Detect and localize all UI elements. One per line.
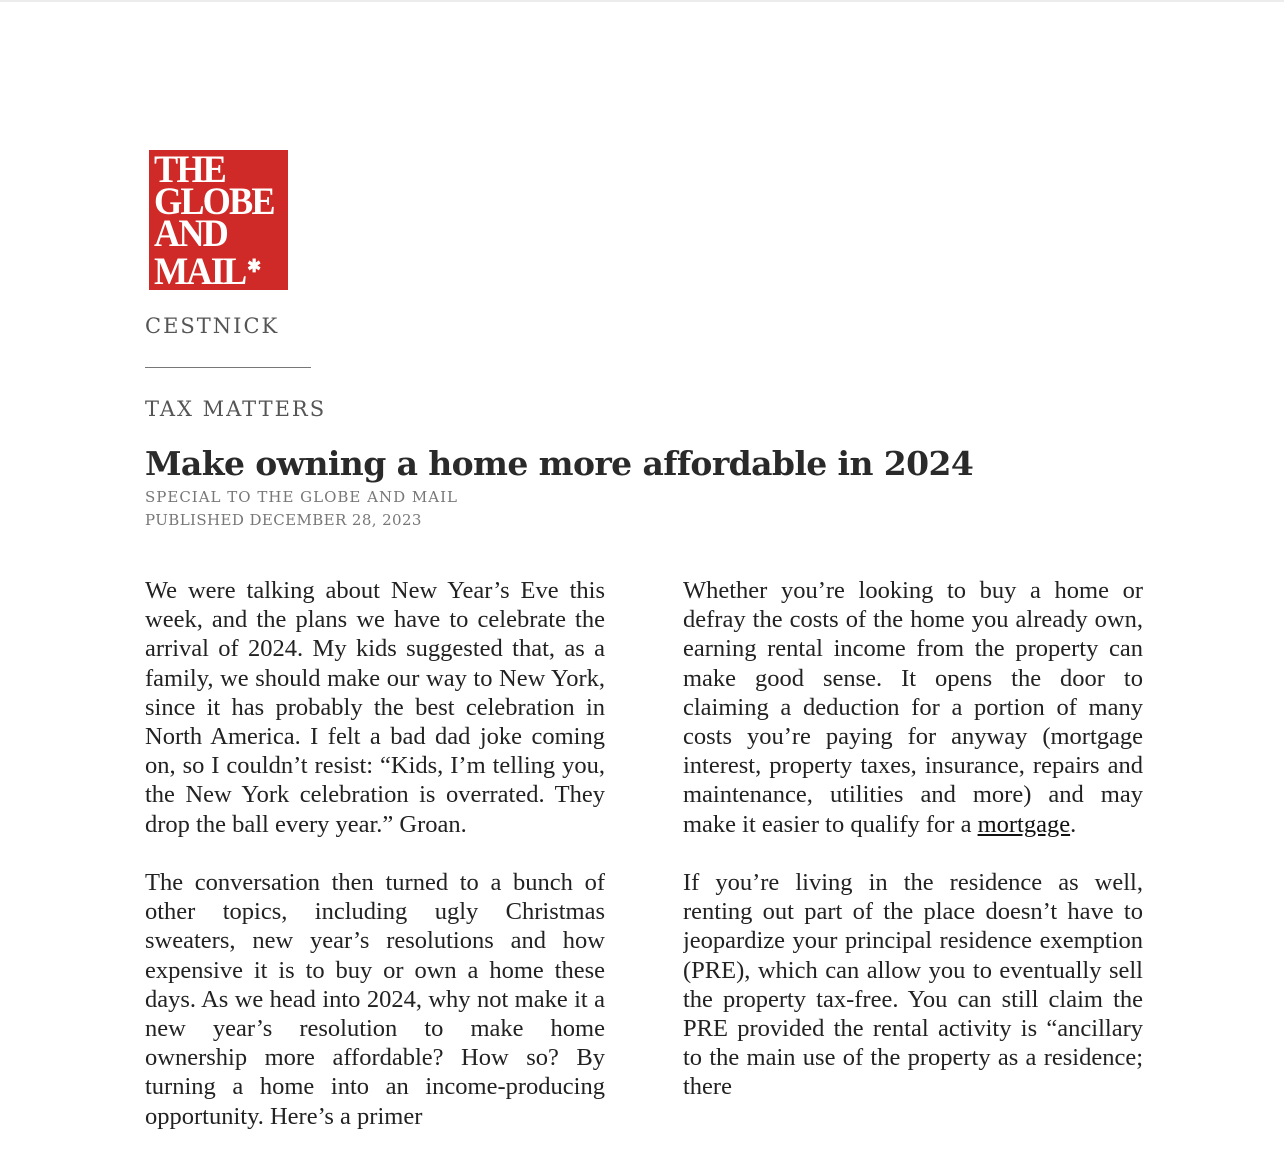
paragraph-text: . bbox=[1070, 810, 1077, 838]
published-date: PUBLISHED DECEMBER 28, 2023 bbox=[145, 511, 422, 529]
mortgage-link[interactable]: mortgage bbox=[977, 810, 1071, 838]
article-column-left bbox=[145, 576, 605, 1152]
logo-line: AND bbox=[154, 212, 228, 255]
article-column-right bbox=[683, 576, 1143, 1152]
logo-line: GLOBE bbox=[154, 180, 274, 223]
column-name[interactable]: CESTNICK bbox=[145, 314, 280, 338]
divider bbox=[145, 367, 311, 368]
top-border bbox=[0, 0, 1284, 2]
logo-line: MAIL bbox=[154, 250, 246, 293]
logo-wordmark bbox=[154, 148, 279, 293]
article-paragraph: We were talking about New Year’s Eve this week, and the plans we have to celebrate the arrival of 2024. My kids suggested that, as a family, we should make our way to New York, since it has probably the best celebration in North America. I felt a bad dad joke coming on, so I couldn’t resist: “Kids, I’m telling you, the New York celebration is overrated. They drop the ball every year.” Groan. bbox=[145, 577, 605, 838]
paragraph-text: Whether you’re looking to buy a home or defray the costs of the home you already own, earning rental income from the property can make good sense. It opens the door to claiming a deduction for a portion of many costs you’re paying for anyway (mortgage interest, property taxes, insurance, repairs and maintenance, utilities and more) and may make it easier to qualify for a bbox=[683, 577, 1143, 838]
logo-line: THE bbox=[154, 148, 226, 191]
maple-leaf-icon: ✱ bbox=[247, 256, 262, 276]
globe-and-mail-logo[interactable] bbox=[149, 148, 288, 293]
article-paragraph: If you’re living in the residence as well, renting out part of the place doesn’t have to jeopardize your principal residence exemption (PRE), which can allow you to eventually sell the property tax-free. You can still claim the PRE provided the rental activity is “ancillary to the main use of the property as a residence; there bbox=[683, 869, 1143, 1101]
article-headline: Make owning a home more affordable in 2024 bbox=[145, 444, 974, 483]
section-label[interactable]: TAX MATTERS bbox=[145, 397, 327, 421]
byline: SPECIAL TO THE GLOBE AND MAIL bbox=[145, 488, 458, 506]
article-paragraph: The conversation then turned to a bunch of other topics, including ugly Christmas sweaters, new year’s resolutions and how expensive it is to buy or own a home these days. As we head into 2024, why not make it a new year’s resolution to make home ownership more affordable? How so? By turning a home into an income-producing opportunity. Here’s a primer bbox=[145, 869, 605, 1130]
article-paragraph bbox=[683, 576, 1143, 839]
